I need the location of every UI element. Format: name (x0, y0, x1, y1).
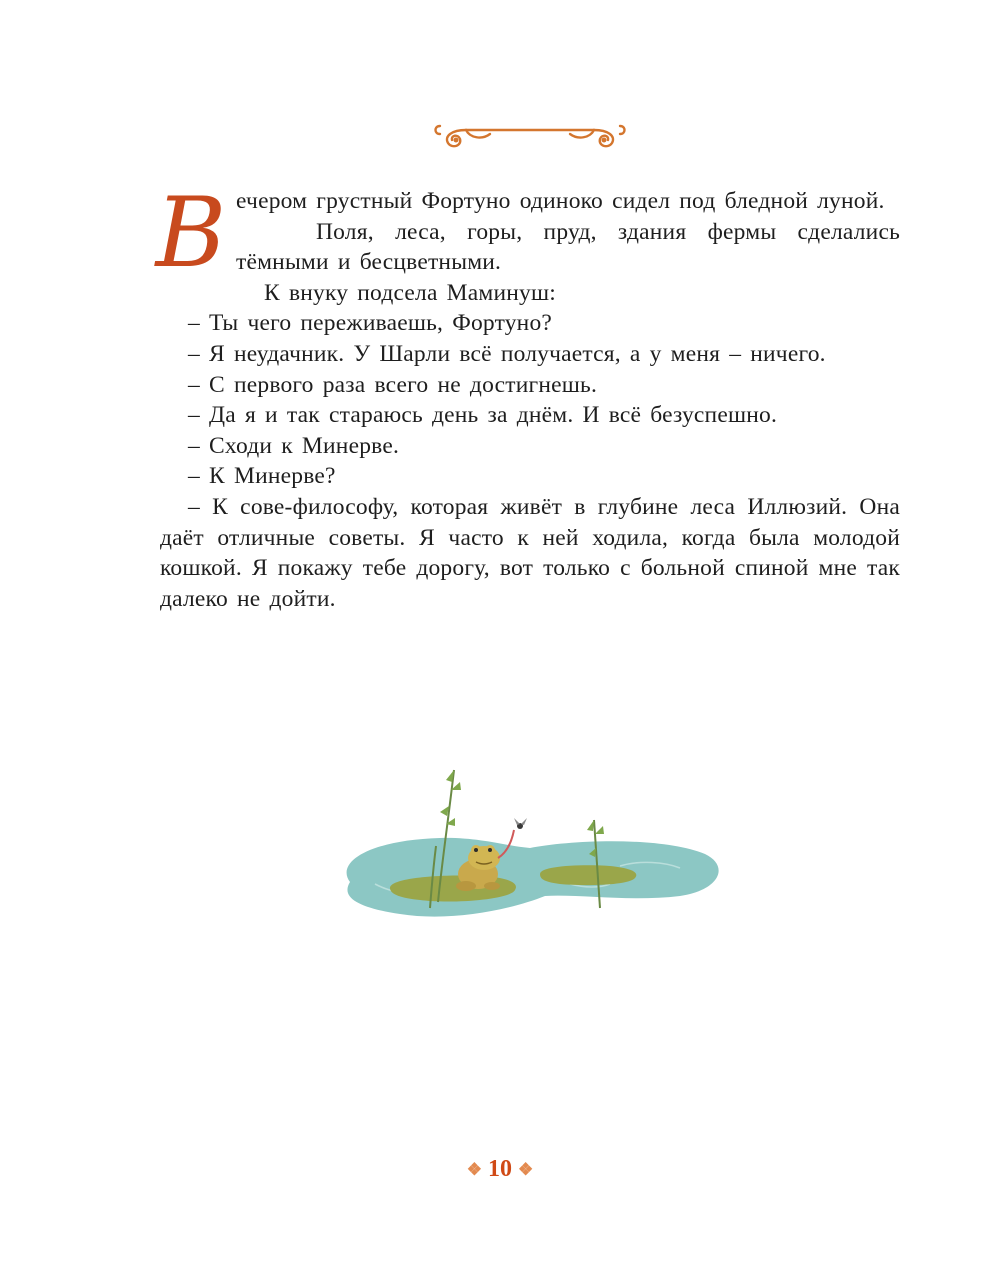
paragraph-3: К внуку подсела Маминуш: (264, 279, 556, 306)
dialogue-line: – Сходи к Минерве. (188, 432, 400, 459)
dialogue-line: – Ты чего переживаешь, Фортуно? (188, 310, 553, 337)
page-number: 10 (488, 1156, 512, 1182)
footer-right-diamond-icon: ❖ (518, 1160, 534, 1180)
story-text (155, 177, 900, 614)
dialogue-line: – С первого раза всего не достигнешь. (188, 371, 598, 398)
scroll-flourish-ornament-icon (430, 118, 630, 154)
drop-cap-letter: В (155, 177, 227, 289)
footer-left-diamond-icon: ❖ (466, 1160, 482, 1180)
paragraph-2: Поля, леса, горы, пруд, здания фермы сделались тёмными и бесцветными. (236, 218, 900, 276)
dialogue-line: – Да я и так стараюсь день за днём. И всё безуспешно. (188, 402, 778, 429)
paragraph-1: Вечером грустный Фортуно одиноко сидел под бледной луной. (155, 177, 885, 289)
dialogue-line: – К Минерве? (188, 463, 336, 490)
dialogue-line: – Я неудачник. У Шарли всё получается, а у меня – ничего. (188, 340, 826, 367)
pond-frog-lilypad-illustration-icon (330, 762, 725, 952)
dialogue-line: – К сове-философу, которая живёт в глубине леса Иллюзий. Она даёт отличные советы. Я часто к ней ходила, когда была молодой кошкой. Я покажу тебе дорогу, вот только с больной спиной мне так далеко не дойти. (160, 493, 900, 612)
page-footer (0, 1156, 1000, 1183)
